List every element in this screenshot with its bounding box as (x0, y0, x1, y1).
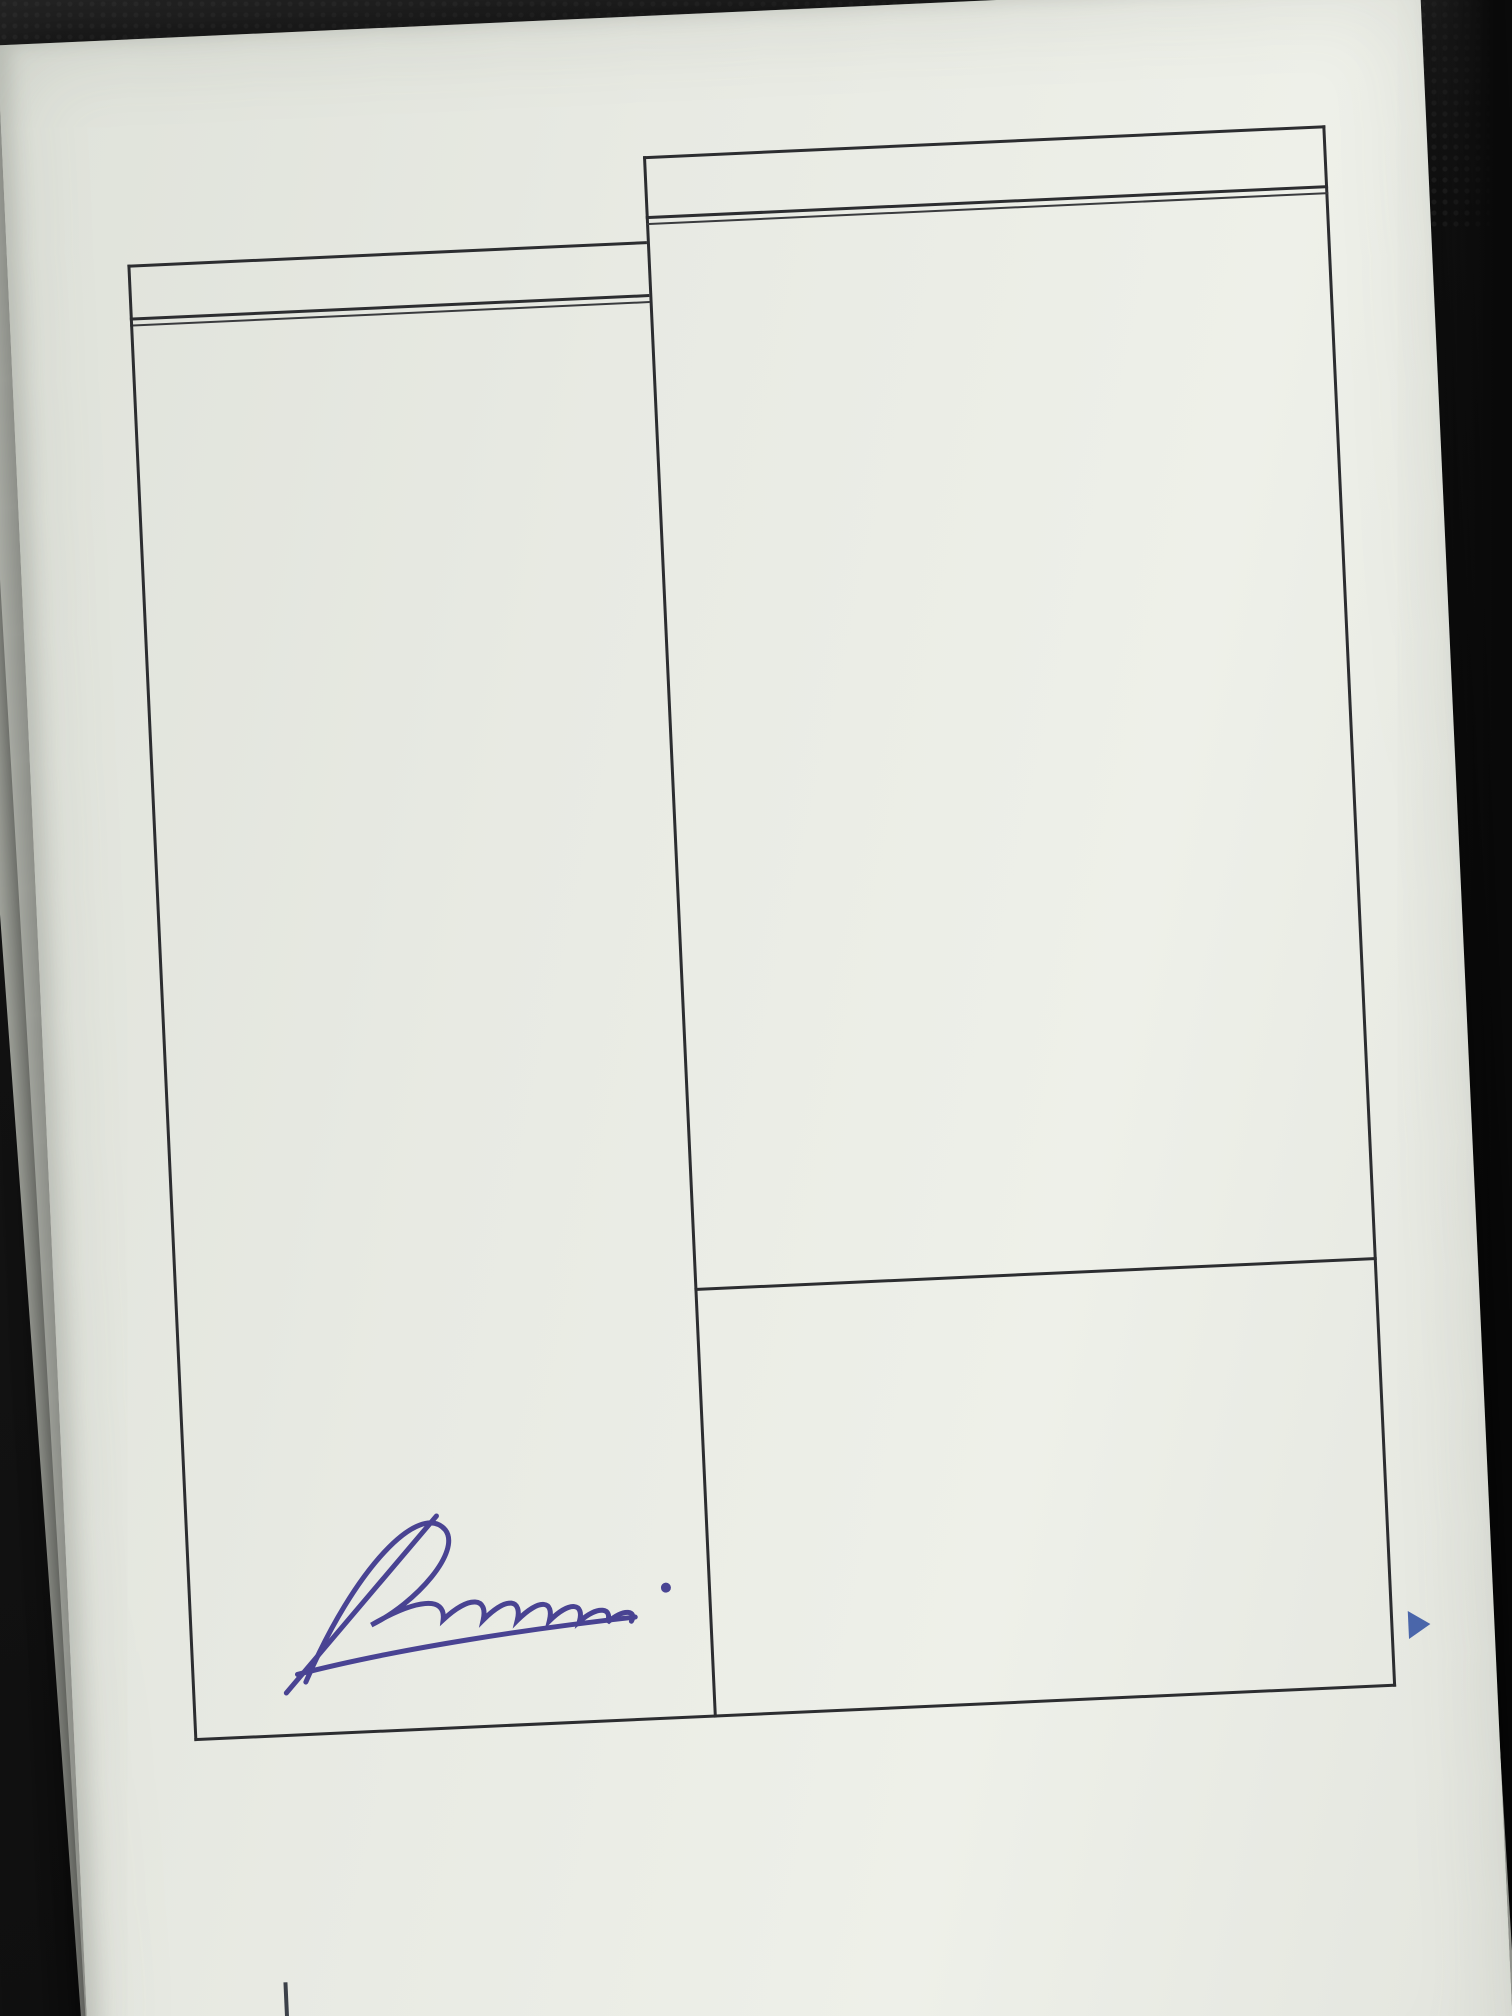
service-signature-cell (178, 1348, 714, 1741)
rule (694, 1257, 1376, 1291)
right-table-border (1322, 125, 1396, 1687)
page-marker-arrow-icon (1408, 1610, 1431, 1639)
rule (646, 185, 1328, 219)
rule (127, 241, 647, 268)
mobility-guarantee-label (695, 1276, 1374, 1307)
page-footer (263, 1981, 317, 2016)
right-table (0, 0, 1420, 45)
rule (643, 125, 1325, 159)
left-table (0, 0, 1420, 45)
signature (263, 1468, 712, 1698)
rule (646, 192, 1328, 225)
rule (130, 294, 650, 321)
footer-divider (283, 1982, 289, 2016)
bleedthrough-layer (0, 0, 1420, 45)
stamp-label-right (711, 1620, 1390, 1651)
